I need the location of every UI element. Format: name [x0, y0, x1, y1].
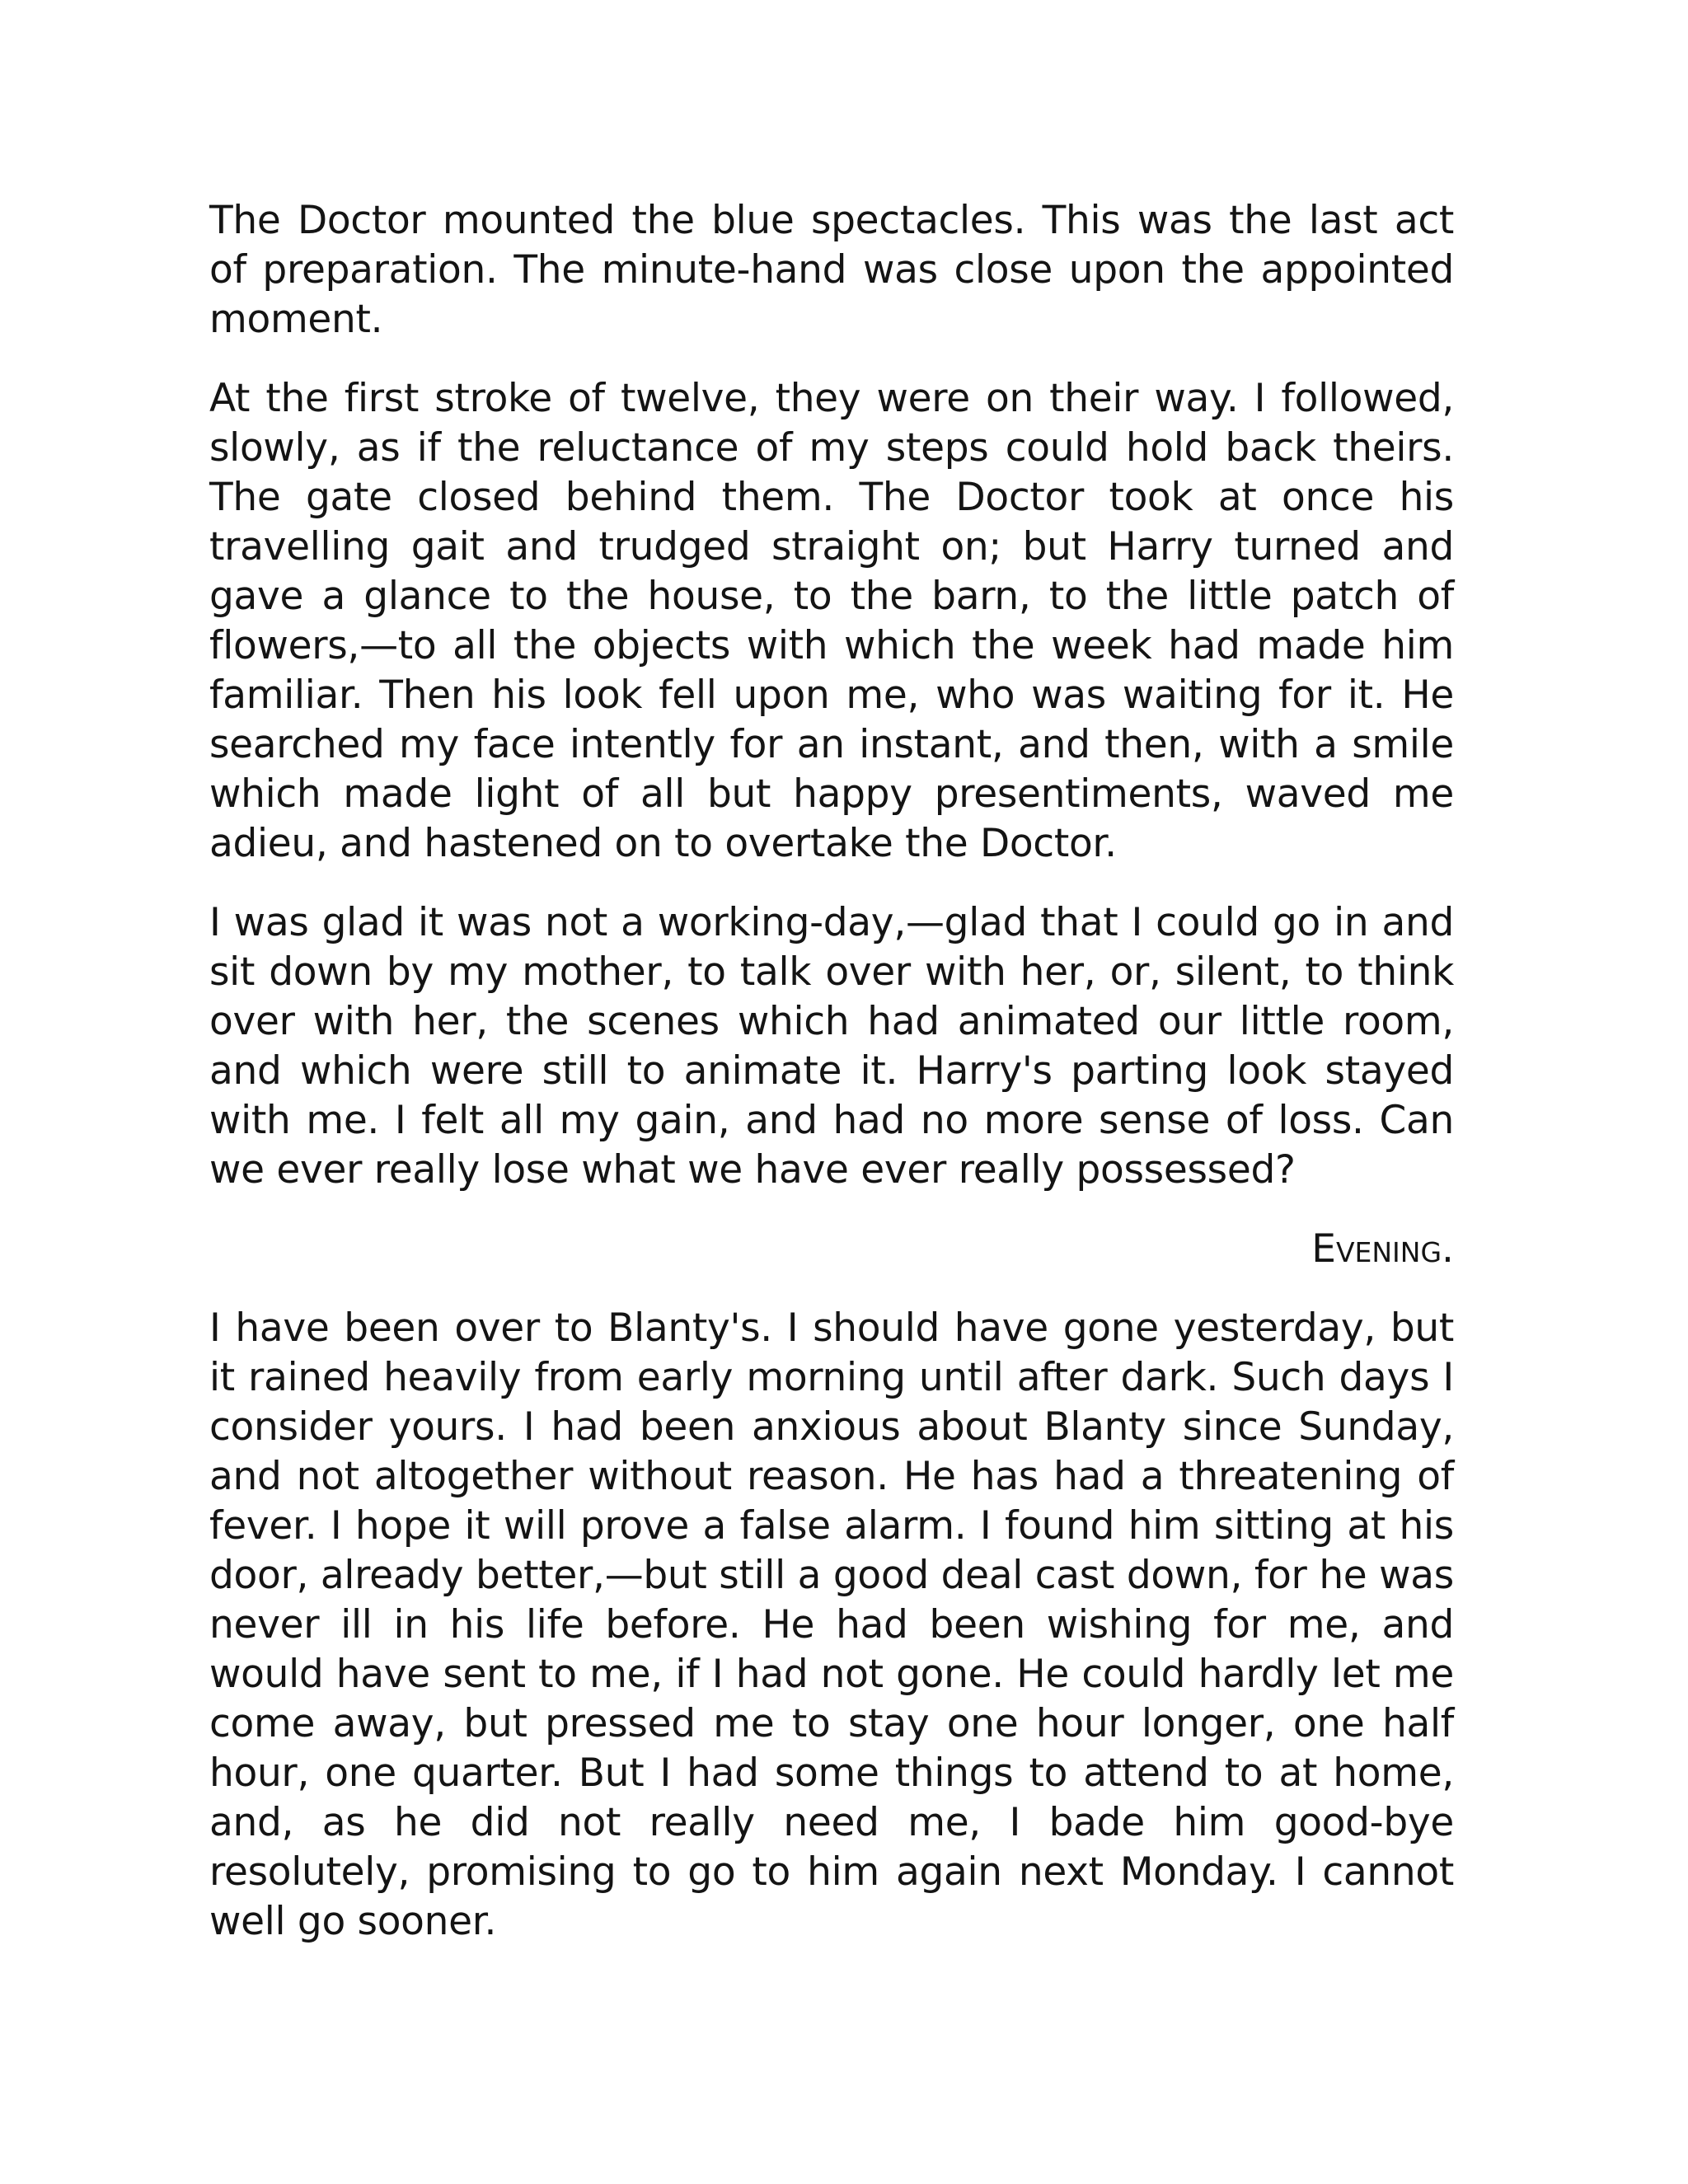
paragraph-2: At the first stroke of twelve, they were on their way. I followed, slowly, as if the reluctance of my steps could hold back theirs. The gate closed behind them. The Doctor took at once his travelling gait and trudged straight on; but Harry turned and gave a glance to the house, to the barn, to the little patch of flowers,—to all the objects with which the week had made him familiar. Then his look fell upon me, who was waiting for it. He searched my face intently for an instant, and then, with a smile which made light of all but happy presentiments, waved me adieu, and hastened on to overtake the Doctor. — [209, 376, 1454, 866]
document-page — [209, 196, 1454, 1976]
paragraph-1: The Doctor mounted the blue spectacles. This was the last act of preparation. The minute-hand was close upon the appointed moment. — [209, 198, 1454, 342]
paragraph-4: I have been over to Blanty's. I should have gone yesterday, but it rained heavily from early morning until after dark. Such days I consider yours. I had been anxious about Blanty since Sunday, and not altogether without reason. He has had a threatening of fever. I hope it will prove a false alarm. I found him sitting at his door, already better,—but still a good deal cast down, for he was never ill in his life before. He had been wishing for me, and would have sent to me, if I had not gone. He could hardly let me come away, but pressed me to stay one hour longer, one half hour, one quarter. But I had some things to attend to at home, and, as he did not really need me, I bade him good-bye resolutely, promising to go to him again next Monday. I cannot well go sooner. — [209, 1305, 1454, 1944]
paragraph-3: I was glad it was not a working-day,—glad that I could go in and sit down by my mother, to talk over with her, or, silent, to think over with her, the scenes which had animated our little room, and which were still to animate it. Harry's parting look stayed with me. I felt all my gain, and had no more sense of loss. Can we ever really lose what we have ever really possessed? — [209, 900, 1454, 1193]
section-heading-evening: Evening. — [1311, 1226, 1454, 1272]
